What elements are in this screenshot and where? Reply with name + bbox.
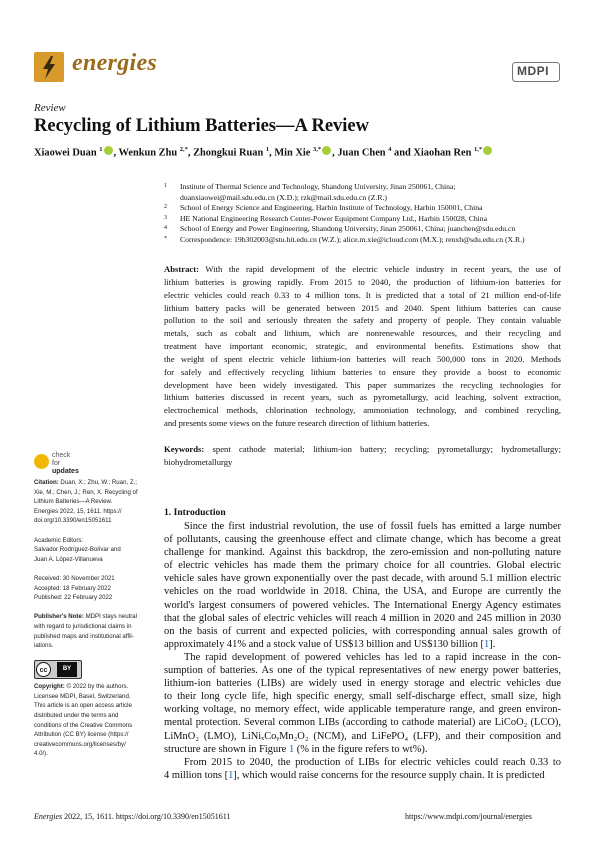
author-name[interactable]: Juan Chen <box>337 147 386 159</box>
publisher-note-line <box>34 622 146 632</box>
body-text: From 2015 to 2040, the production of LIBs for electric vehicles could reach 0.33 to <box>184 756 561 768</box>
body-text: mental protection. Several common LIBs (according to cathode material) are LiCoO₂ (LCO), <box>164 717 561 729</box>
author-separator: , <box>269 147 275 159</box>
keywords-line <box>164 443 561 456</box>
body-line <box>164 546 561 559</box>
author-affiliation-mark: 1 <box>265 146 270 153</box>
body-line <box>164 520 561 533</box>
body-line <box>164 572 561 585</box>
citation-line <box>34 478 146 488</box>
abstract-line <box>164 276 561 289</box>
keywords-label: Keywords: <box>164 444 205 454</box>
copyright-line-text: distributed under the terms and <box>34 712 119 720</box>
author-affiliation-mark: 2,* <box>179 146 188 153</box>
citation-line-text: Xie, M.; Chen, J.; Ren, X. Recycling of <box>34 488 138 496</box>
body-line <box>164 638 561 651</box>
body-text: of pollutants, causing the greenhouse effect and climate change, which has become a great <box>164 534 561 546</box>
footer-journal: Energies <box>34 812 63 821</box>
affiliation-number: 3 <box>164 214 167 221</box>
body-text: vehicles on the road worldwide in 2018. China, the USA, and Europe are currently the <box>164 586 561 598</box>
body-line <box>164 625 561 638</box>
copyright-line <box>34 701 146 711</box>
affiliation <box>164 203 564 214</box>
abstract-line <box>164 327 561 340</box>
citation-line <box>34 488 146 498</box>
abstract-text: and presents some views on the future research direction of lithium batteries. <box>164 418 430 429</box>
citation-link[interactable]: 1 <box>288 743 295 755</box>
affiliation-number: 1 <box>164 183 167 189</box>
copyright-line-text: © 2022 by the authors. <box>64 683 129 691</box>
spacer <box>34 603 146 613</box>
author-separator: , <box>332 147 338 159</box>
abstract-line <box>164 263 561 276</box>
footer-citation <box>34 812 231 821</box>
body-text: to their long cycle life, high specific energy, small self-discharge effect, small size, high <box>164 691 561 703</box>
body-text: that the global sales of electric vehicles will reach 4 million in 2020 and 245 million in 2030 <box>164 612 561 624</box>
abstract-line <box>164 379 561 392</box>
body-line <box>164 677 561 690</box>
body-text: world's largest consumers of powered vehicles. The International Energy Agency estimates <box>164 599 561 611</box>
abstract-label: Abstract: <box>164 264 199 274</box>
body-text: approximately 41% and a stock value of US$13 billion and US$130 billion [ <box>164 638 485 650</box>
body-text: LiMnO₂ (LMO), LiNiₓCoᵧMn₂O₂ (NCM), and LiFePO₄ (LFP), and their composition and <box>164 730 561 742</box>
copyright-line-text: Licensee MDPI, Basel, Switzerland. <box>34 692 131 700</box>
body-text: sumption of batteries. As one of the typical representatives of new energy power batteries, <box>164 665 561 677</box>
editor-name-text: Salvador Rodríguez-Bolívar and <box>34 546 121 554</box>
journal-name[interactable]: energies <box>72 50 158 76</box>
body-text: lithium-ion batteries (LIBs) are widely used in energy storage and electric vehicles due <box>164 678 561 690</box>
author-affiliation-mark: 1,* <box>474 146 483 153</box>
citation-link[interactable]: 1 <box>484 638 490 650</box>
publisher-note-line-text: published maps and institutional affil- <box>34 632 134 640</box>
abstract-line <box>164 353 561 366</box>
body-line <box>164 756 561 769</box>
body-line <box>164 690 561 703</box>
citation-line-text[interactable]: doi.org/10.3390/en15051611 <box>34 517 112 525</box>
body-text-after: (% in the figure refers to wt%). <box>294 743 428 755</box>
footer-doi[interactable]: 2022, 15, 1611. https://doi.org/10.3390/en15051611 <box>62 812 231 821</box>
spacer <box>34 651 146 661</box>
check-updates-icon <box>34 454 49 469</box>
body-line <box>164 533 561 546</box>
accepted-date-text: Accepted: 18 February 2022 <box>34 584 111 592</box>
body-text: structure are shown in Figure <box>164 743 289 755</box>
publisher-name: MDPI <box>517 64 549 78</box>
body-line <box>164 612 561 625</box>
copyright-line-text[interactable]: creativecommons.org/licenses/by/ <box>34 740 126 748</box>
citation-line <box>34 497 146 507</box>
citation-link[interactable]: 1 <box>228 769 234 781</box>
abstract-text: electric vehicles could reach 0.33 to 4 million tons. It is predicted that a total of 21 million end-of-life <box>164 289 561 300</box>
accepted-date <box>34 584 146 594</box>
body-line <box>164 769 561 782</box>
citation-line[interactable] <box>34 516 146 526</box>
copyright-line <box>34 682 146 692</box>
body-text: working voltage, no memory effect, wide applicable temperature range, and green environ- <box>164 704 561 716</box>
copyright-line-text: conditions of the Creative Commons <box>34 721 133 729</box>
editor-name-text: Juan A. López-Villanueva <box>34 555 103 563</box>
body-text-after: ]. <box>489 638 496 650</box>
copyright-line-text[interactable]: 4.0/). <box>34 750 48 758</box>
affiliation-line: School of Energy and Power Engineering, Shandong University, Jinan 250061, China; juanchen@sdu.edu.cn <box>180 224 516 234</box>
article-type: Review <box>34 102 66 114</box>
abstract-text: for safely and effectively recycling lithium batteries to ensure they provide a boost to economic <box>164 366 561 377</box>
published-date <box>34 593 146 603</box>
abstract-line <box>164 302 561 315</box>
body-text: The rapid development of powered vehicles has led to a rapid increase in the con- <box>184 651 561 663</box>
body-text: of electric vehicles has made them the primary choice for all countries. Global electric <box>164 560 561 572</box>
body-line <box>164 664 561 677</box>
publisher-note-line-text: with regard to jurisdictional claims in <box>34 622 132 630</box>
body-text: challenge for mankind. Against this backdrop, the zero-emission and non-polluting nature <box>164 547 561 559</box>
body-text: Since the first industrial revolution, the use of fossil fuels has emitted a large number <box>184 521 561 532</box>
abstract-text: electrochemical methods, chlorination technology, ammoniation technology, and combined recycling, <box>164 405 561 416</box>
abstract-text: lithium batteries discussed in recent years, such as pyrometallurgy, acid leaching, solvent extraction, <box>164 392 561 403</box>
affiliation <box>164 182 564 203</box>
abstract-text: lithium batteries is growing rapidly. From 2015 to 2040, the production of lithium-ion batteries for <box>164 276 561 287</box>
citation-line-label: Citation: <box>34 479 59 486</box>
citation-line-text[interactable]: Energies 2022, 15, 1611. https:// <box>34 507 122 515</box>
affiliation <box>164 224 564 235</box>
body-line <box>164 651 561 664</box>
abstract-text: With the rapid development of the electric vehicle industry in recent years, the use of <box>205 264 561 274</box>
author-name[interactable]: Wenkun Zhu <box>118 147 178 159</box>
body-text: on the basis of current and expected policies, with corresponding annual sales growth of <box>164 625 561 637</box>
abstract-line <box>164 417 561 430</box>
abstract-line <box>164 289 561 302</box>
cc-license-badge-row <box>34 660 146 682</box>
affiliation-line: Institute of Thermal Science and Technology, Shandong University, Jinan 250061, China; <box>180 182 456 191</box>
keywords-text: spent cathode material; lithium-ion battery; recycling; pyrometallurgy; hydrometallurgy; <box>212 444 562 454</box>
article-info-sidebar <box>34 478 146 759</box>
citation-line-text: Lithium Batteries—A Review. <box>34 498 113 506</box>
footer-journal-url[interactable]: https://www.mdpi.com/journal/energies <box>405 812 532 821</box>
affiliations <box>164 182 564 246</box>
body-text-after: ], which would raise concerns for the resource supply chain. It is predicted <box>233 769 545 781</box>
abstract-text: treatment have important economic, strategic, and environmental benefits. Estimations show that <box>164 341 561 352</box>
author-separator: , <box>187 147 194 159</box>
publisher-note-line-label: Publisher's Note: <box>34 613 84 621</box>
abstract-text: the weight of spent electric vehicle lithium-ion batteries will reach 500,000 tons in 2020. Methods <box>164 353 561 364</box>
abstract-line <box>164 314 561 327</box>
body-line <box>164 743 561 756</box>
copyright-line <box>34 711 146 721</box>
orcid-icon[interactable] <box>104 146 113 155</box>
affiliation-number: 2 <box>164 204 167 211</box>
orcid-icon[interactable] <box>483 146 492 155</box>
abstract-text: development have been widely investigated. This paper summarizes the recycling technologies for <box>164 379 561 390</box>
affiliation-number: * <box>164 235 167 242</box>
copyright-line-label: Copyright: <box>34 683 65 691</box>
keywords-line <box>164 456 561 469</box>
affiliation-line: duanxiaowei@mail.sdu.edu.cn (X.D.); rzk@mail.sdu.edu.cn (Z.R.) <box>180 192 387 202</box>
author-affiliation-mark: 1 <box>99 146 103 153</box>
abstract-line <box>164 340 561 353</box>
abstract-line <box>164 391 561 404</box>
introduction-body <box>164 520 561 782</box>
body-line <box>164 585 561 598</box>
affiliation <box>164 235 564 246</box>
author-affiliation-mark: 4 <box>388 146 392 153</box>
editors-heading <box>34 536 146 546</box>
editor-name <box>34 545 146 555</box>
journal-logo <box>34 52 64 82</box>
body-text: 4 million tons [ <box>164 769 229 781</box>
abstract-text: metals, such as cobalt and lithium, which are nonrenewable resources, and their recycling and <box>164 328 561 339</box>
author-separator: and <box>391 147 414 159</box>
section-heading: 1. Introduction <box>164 507 226 518</box>
abstract-line <box>164 404 561 417</box>
affiliation-line: Correspondence: 19b302003@stu.hit.edu.cn (W.Z.); alice.m.xie@icloud.com (M.X.); renxh@sdu.edu.cn (X.R.) <box>180 234 525 244</box>
author-name[interactable]: Xiaowei Duan <box>34 147 97 159</box>
keywords-text: biohydrometallurgy <box>164 456 233 467</box>
citation-line[interactable] <box>34 507 146 517</box>
editor-name <box>34 555 146 565</box>
copyright-line[interactable] <box>34 740 146 750</box>
body-line <box>164 716 561 729</box>
affiliation-line: HE National Engineering Research Center-Power Equipment Company Ltd., Harbin 150028, China <box>180 213 488 223</box>
affiliation-number: 4 <box>164 225 167 232</box>
orcid-icon[interactable] <box>322 146 331 155</box>
body-line <box>164 599 561 612</box>
affiliation <box>164 214 564 225</box>
spacer <box>34 526 146 536</box>
abstract-line <box>164 366 561 379</box>
published-date-text: Published: 22 February 2022 <box>34 594 113 602</box>
spacer <box>34 564 146 574</box>
copyright-line[interactable] <box>34 749 146 759</box>
citation-line-text: Duan, X.; Zhu, W.; Ruan, Z.; <box>58 479 137 486</box>
keywords <box>164 443 561 469</box>
author-affiliation-mark: 3,* <box>313 146 322 153</box>
copyright-line <box>34 692 146 702</box>
body-line <box>164 703 561 716</box>
copyright-line[interactable] <box>34 730 146 740</box>
copyright-line <box>34 721 146 731</box>
copyright-line-text: This article is an open access article <box>34 702 132 710</box>
paper-title: Recycling of Lithium Batteries—A Review <box>34 116 369 136</box>
author-separator: , <box>113 147 119 159</box>
by-label: BY <box>57 662 77 677</box>
author-name[interactable]: Zhongkui Ruan <box>193 147 264 159</box>
publisher-note-line <box>34 641 146 651</box>
publisher-note-line-text: MDPI stays neutral <box>83 613 138 621</box>
abstract-text: pollution to the soil and seriously threaten the safety and property of people. They contain valuable <box>164 315 561 326</box>
received-date-text: Received: 30 November 2021 <box>34 574 115 582</box>
abstract <box>164 263 561 430</box>
received-date <box>34 574 146 584</box>
body-line <box>164 559 561 572</box>
body-text: vehicle sales have grown exponentially over the past decade, with around 5.1 million electric <box>164 573 561 585</box>
affiliation-line: School of Energy Science and Engineering, Harbin Institute of Technology, Harbin 150001, China <box>180 203 483 213</box>
publisher-note-line-text: iations. <box>34 642 54 650</box>
check-top-label: check for <box>52 452 71 467</box>
publisher-note-line <box>34 612 146 622</box>
cc-label: cc <box>36 662 51 677</box>
abstract-text: lithium battery packs will be generated between 2015 and 2040. Spent lithium batteries can cause <box>164 302 561 313</box>
author-name[interactable]: Xiaohan Ren <box>413 147 472 159</box>
copyright-line-text[interactable]: Attribution (CC BY) license (https:// <box>34 731 129 739</box>
author-list <box>34 146 493 158</box>
editors-heading-text: Academic Editors: <box>34 536 84 544</box>
author-name[interactable]: Min Xie <box>274 147 311 159</box>
publisher-note-line <box>34 632 146 642</box>
check-bottom-label: updates <box>52 468 79 475</box>
body-line <box>164 730 561 743</box>
cc-by-license-icon[interactable] <box>34 660 82 679</box>
